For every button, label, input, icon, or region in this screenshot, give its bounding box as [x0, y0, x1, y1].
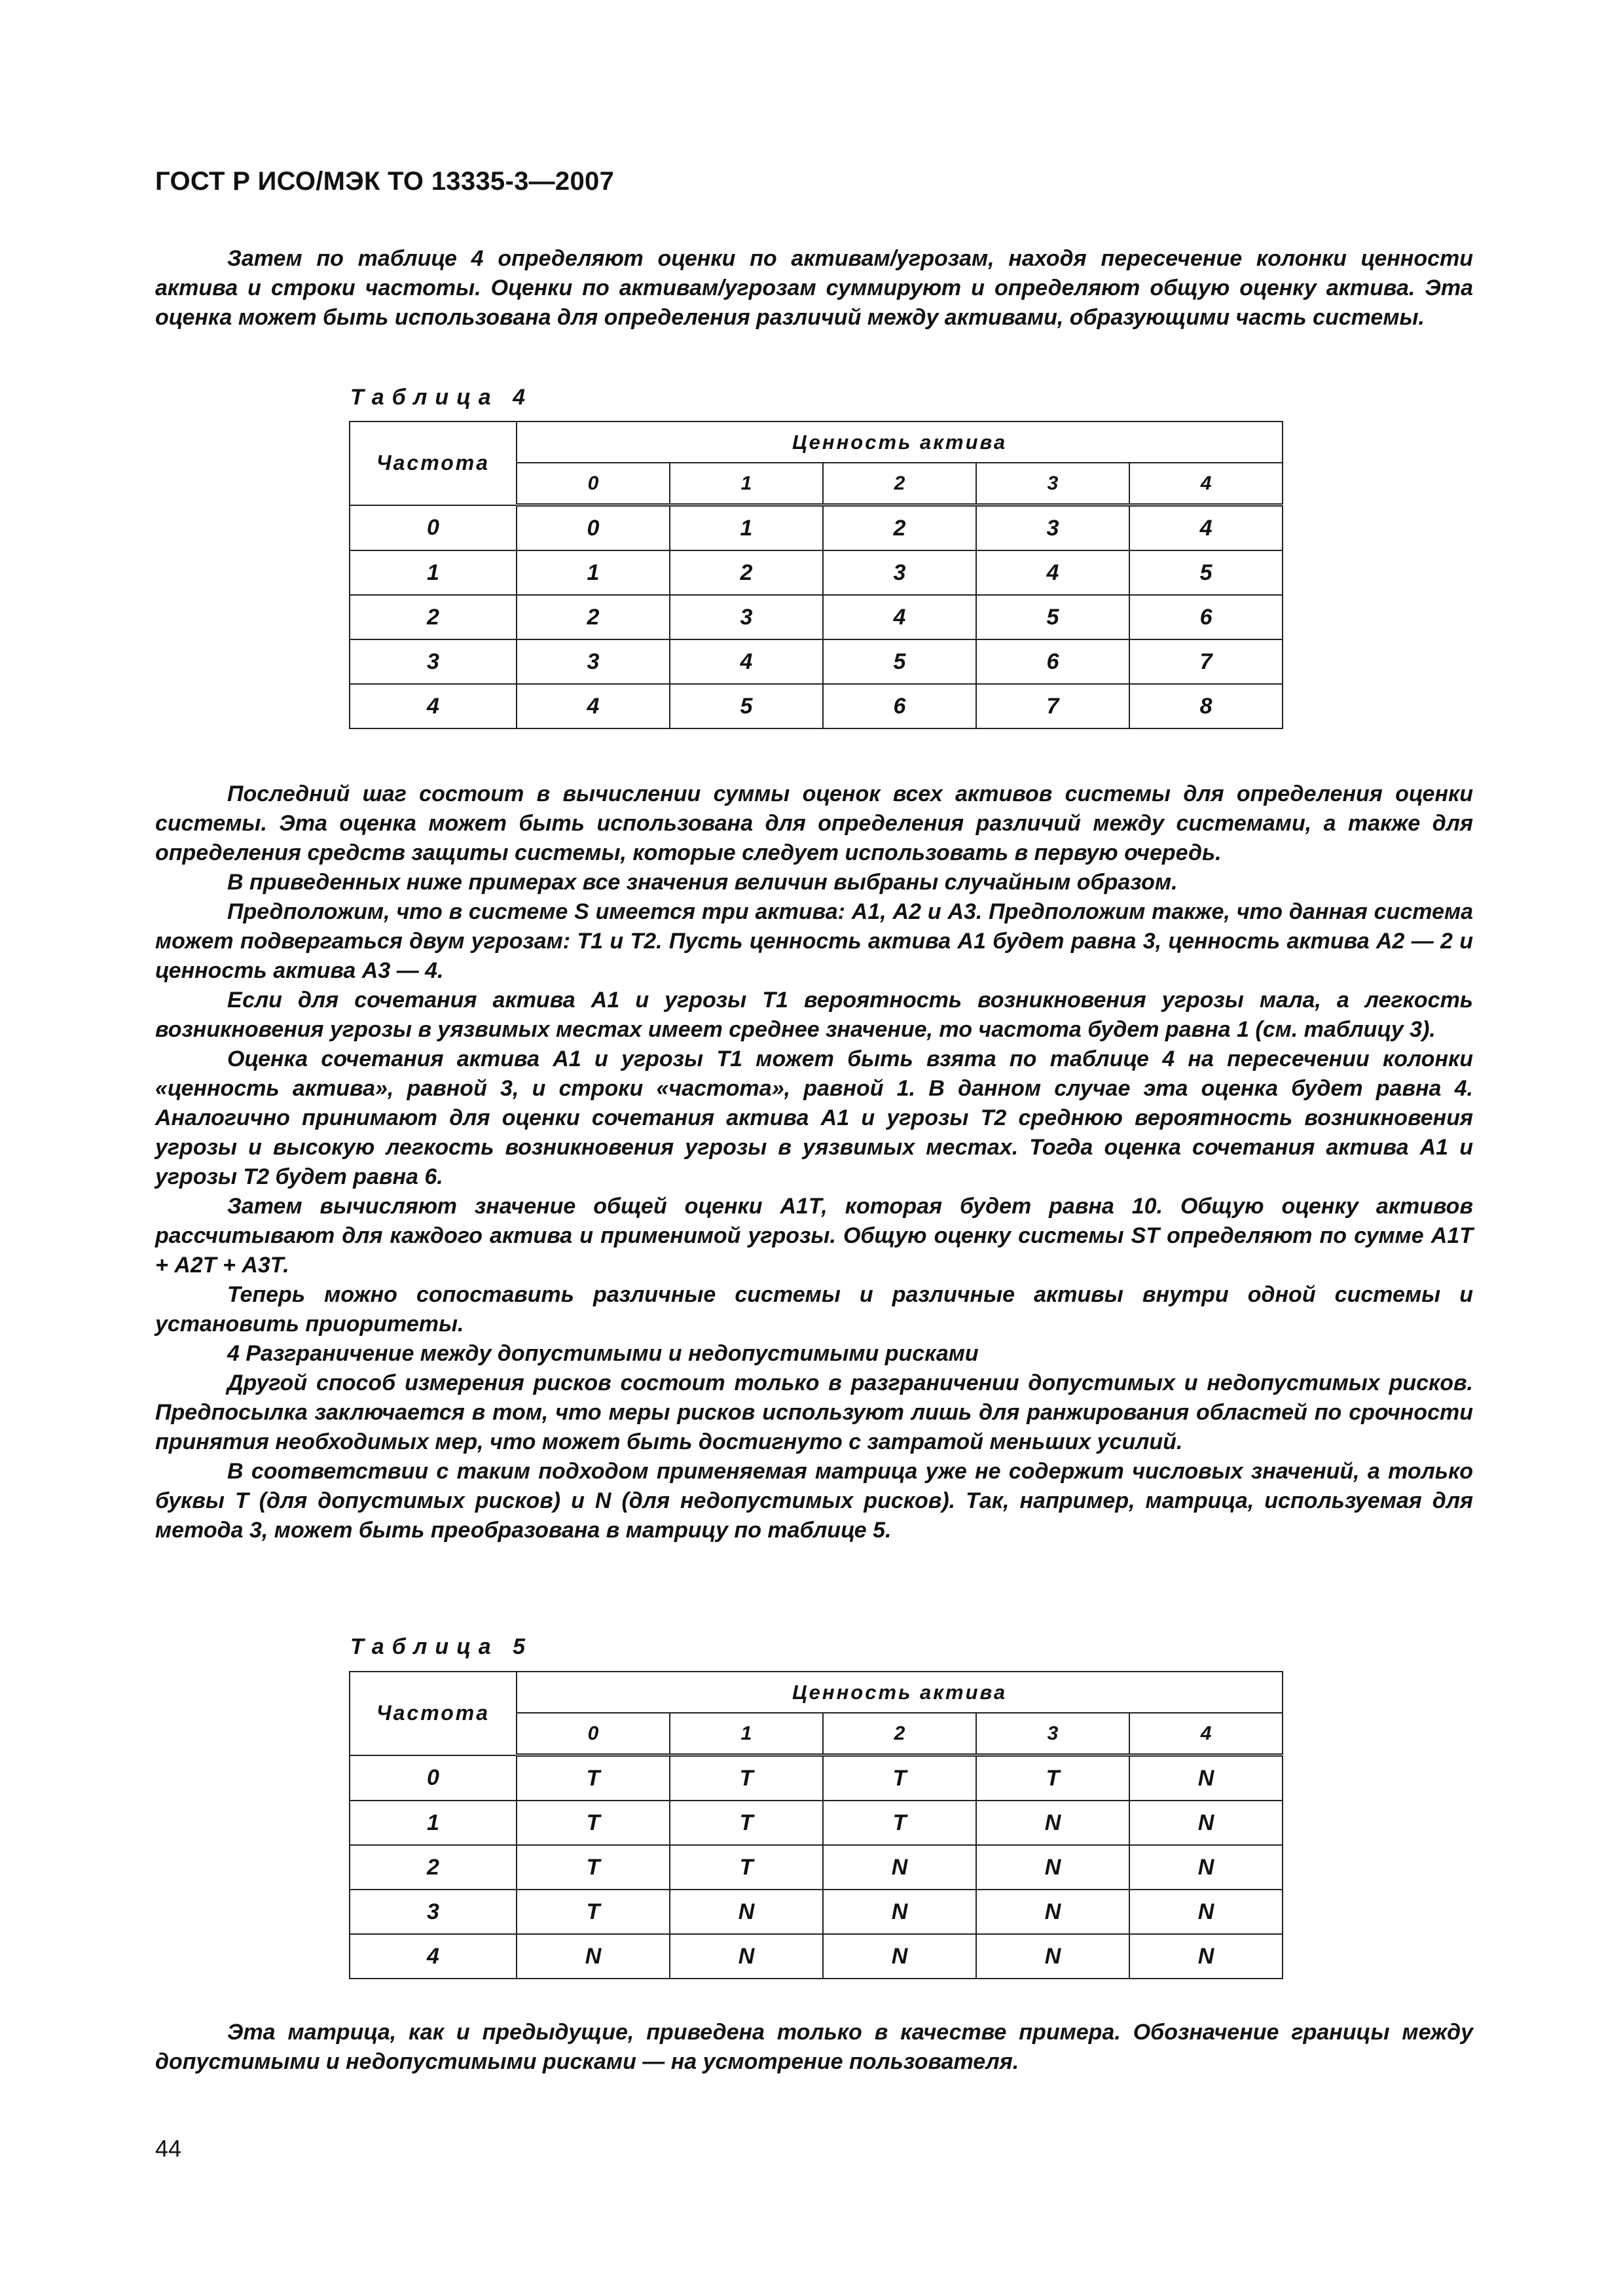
table-cell: 3: [823, 550, 976, 595]
table-cell: 3: [976, 505, 1129, 551]
table-4: [349, 421, 1283, 729]
section-heading: 4 Разграничение между допустимыми и недопустимыми рисками: [227, 1341, 979, 1366]
table-header-row: [350, 1672, 1283, 1713]
paragraph: Если для сочетания актива А1 и угрозы Т1 вероятность возникновения угрозы мала, а легкость возникновения угрозы в уязвимых местах имеет среднее значение, то частота будет равна 1 (см. таблицу 3).: [155, 988, 1473, 1042]
table-cell: N: [1129, 1934, 1283, 1979]
row-label: 4: [350, 1934, 517, 1979]
page-number: 44: [155, 2135, 182, 2162]
table-cell: 2: [517, 595, 670, 639]
table-cell: T: [823, 1755, 976, 1801]
row-label: 3: [350, 1890, 517, 1934]
table-row: [350, 684, 1283, 728]
table-cell: 5: [976, 595, 1129, 639]
column-header: 3: [976, 463, 1129, 505]
intro-text: [155, 244, 1473, 332]
table-cell: 2: [823, 505, 976, 551]
paragraph: В соответствии с таким подходом применяемая матрица уже не содержит числовых значений, а только буквы Т (для допустимых рисков) и N (для недопустимых рисков). Так, например, матрица, используемая для метода 3, может быть преобразована в матрицу по таблице 5.: [155, 1459, 1473, 1543]
table-cell: T: [670, 1845, 823, 1890]
table-cell: T: [517, 1801, 670, 1845]
table-cell: 3: [670, 595, 823, 639]
column-header: 2: [823, 463, 976, 505]
table-cell: N: [823, 1934, 976, 1979]
row-label: 1: [350, 1801, 517, 1845]
table-cell: N: [976, 1890, 1129, 1934]
table-cell: 4: [1129, 505, 1283, 551]
table-cell: 1: [517, 550, 670, 595]
table5-caption: Таблица 5: [350, 1634, 533, 1659]
row-label: 4: [350, 684, 517, 728]
column-group-header: Ценность актива: [517, 422, 1283, 463]
table-5: [349, 1671, 1283, 1979]
table-row: [350, 1845, 1283, 1890]
row-header-cell: Частота: [350, 422, 517, 505]
paragraph: Эта матрица, как и предыдущие, приведена только в качестве примера. Обозначение границы между допустимыми и недопустимыми рисками — на усмотрение пользователя.: [155, 2020, 1473, 2074]
table-cell: N: [670, 1890, 823, 1934]
table-row: [350, 1934, 1283, 1979]
table-cell: N: [976, 1934, 1129, 1979]
table-cell: T: [670, 1801, 823, 1845]
column-header: 4: [1129, 1713, 1283, 1755]
table-row: [350, 1755, 1283, 1801]
table-cell: T: [517, 1755, 670, 1801]
paragraph: Другой способ измерения рисков состоит только в разграничении допустимых и недопустимых рисков. Предпосылка заключается в том, что меры рисков используют лишь для ранжирования областей по срочности принятия необходимых мер, что может быть достигнуто с затратой меньших усилий.: [155, 1371, 1473, 1454]
paragraph: Предположим, что в системе S имеется три актива: А1, А2 и А3. Предположим также, что данная система может подвергаться двум угрозам: Т1 и Т2. Пусть ценность актива А1 будет равна 3, ценность актива А2 — 2 и ценность актива А3 — 4.: [155, 899, 1473, 983]
row-label: 0: [350, 505, 517, 551]
row-label: 2: [350, 595, 517, 639]
body-text: [155, 780, 1473, 1545]
row-label: 1: [350, 550, 517, 595]
column-header: 0: [517, 463, 670, 505]
table-cell: T: [823, 1801, 976, 1845]
paragraph: Последний шаг состоит в вычислении суммы оценок всех активов системы для определения оценки системы. Эта оценка может быть использована для определения различий между системами, а также для определения средств защиты системы, которые следует использовать в первую очередь.: [155, 781, 1473, 865]
column-header: 3: [976, 1713, 1129, 1755]
table-cell: 4: [976, 550, 1129, 595]
column-header: 1: [670, 463, 823, 505]
table-cell: 4: [670, 639, 823, 684]
paragraph: В приведенных ниже примерах все значения величин выбраны случайным образом.: [227, 870, 1178, 895]
table-header-row: [350, 422, 1283, 463]
table-cell: N: [823, 1845, 976, 1890]
table-cell: N: [1129, 1801, 1283, 1845]
table-cell: 6: [976, 639, 1129, 684]
paragraph: Оценка сочетания актива А1 и угрозы Т1 может быть взята по таблице 4 на пересечении колонки «ценность актива», равной 3, и строки «частота», равной 1. В данном случае эта оценка будет равна 4. Аналогично принимают для оценки сочетания актива А1 и угрозы Т2 среднюю вероятность возникновения угрозы и высокую легкость возникновения угрозы в уязвимых местах. Тогда оценка сочетания актива А1 и угрозы Т2 будет равна 6.: [155, 1047, 1473, 1189]
table-cell: 6: [823, 684, 976, 728]
table-row: [350, 595, 1283, 639]
row-label: 3: [350, 639, 517, 684]
row-label: 2: [350, 1845, 517, 1890]
table-cell: 3: [517, 639, 670, 684]
paragraph: Затем вычисляют значение общей оценки А1Т, которая будет равна 10. Общую оценку активов рассчитывают для каждого актива и применимой угрозы. Общую оценку системы ST определяют по сумме А1Т + А2Т + А3Т.: [155, 1194, 1473, 1278]
table-cell: 8: [1129, 684, 1283, 728]
table-cell: N: [823, 1890, 976, 1934]
column-group-header: Ценность актива: [517, 1672, 1283, 1713]
paragraph: Теперь можно сопоставить различные системы и различные активы внутри одной системы и установить приоритеты.: [155, 1282, 1473, 1336]
table-cell: 1: [670, 505, 823, 551]
row-header-cell: Частота: [350, 1672, 517, 1755]
row-label: 0: [350, 1755, 517, 1801]
table-cell: T: [517, 1845, 670, 1890]
table-cell: 5: [670, 684, 823, 728]
table4-caption: Таблица 4: [350, 385, 533, 410]
table-row: [350, 505, 1283, 551]
table-cell: 5: [823, 639, 976, 684]
table-cell: 5: [1129, 550, 1283, 595]
table-row: [350, 1890, 1283, 1934]
table-cell: 2: [670, 550, 823, 595]
table-row: [350, 639, 1283, 684]
table-cell: N: [1129, 1755, 1283, 1801]
table-cell: N: [517, 1934, 670, 1979]
table-cell: T: [670, 1755, 823, 1801]
column-header: 2: [823, 1713, 976, 1755]
table-cell: 4: [517, 684, 670, 728]
table-cell: N: [976, 1845, 1129, 1890]
column-header: 0: [517, 1713, 670, 1755]
table-cell: 7: [1129, 639, 1283, 684]
table-cell: 6: [1129, 595, 1283, 639]
column-header: 1: [670, 1713, 823, 1755]
table-row: [350, 550, 1283, 595]
table-cell: T: [976, 1755, 1129, 1801]
table-row: [350, 1801, 1283, 1845]
table-cell: N: [1129, 1890, 1283, 1934]
table-cell: 0: [517, 505, 670, 551]
table-cell: 7: [976, 684, 1129, 728]
table-cell: N: [1129, 1845, 1283, 1890]
table-cell: N: [976, 1801, 1129, 1845]
column-header: 4: [1129, 463, 1283, 505]
closing-text: [155, 2018, 1473, 2077]
table-cell: N: [670, 1934, 823, 1979]
paragraph: Затем по таблице 4 определяют оценки по активам/угрозам, находя пересечение колонки ценности актива и строки частоты. Оценки по активам/угрозам суммируют и определяют общую оценку актива. Эта оценка может быть использована для определения различий между активами, образующими часть системы.: [155, 246, 1473, 330]
table-cell: T: [517, 1890, 670, 1934]
standard-header: ГОСТ Р ИСО/МЭК ТО 13335-3—2007: [155, 167, 615, 196]
table-cell: 4: [823, 595, 976, 639]
